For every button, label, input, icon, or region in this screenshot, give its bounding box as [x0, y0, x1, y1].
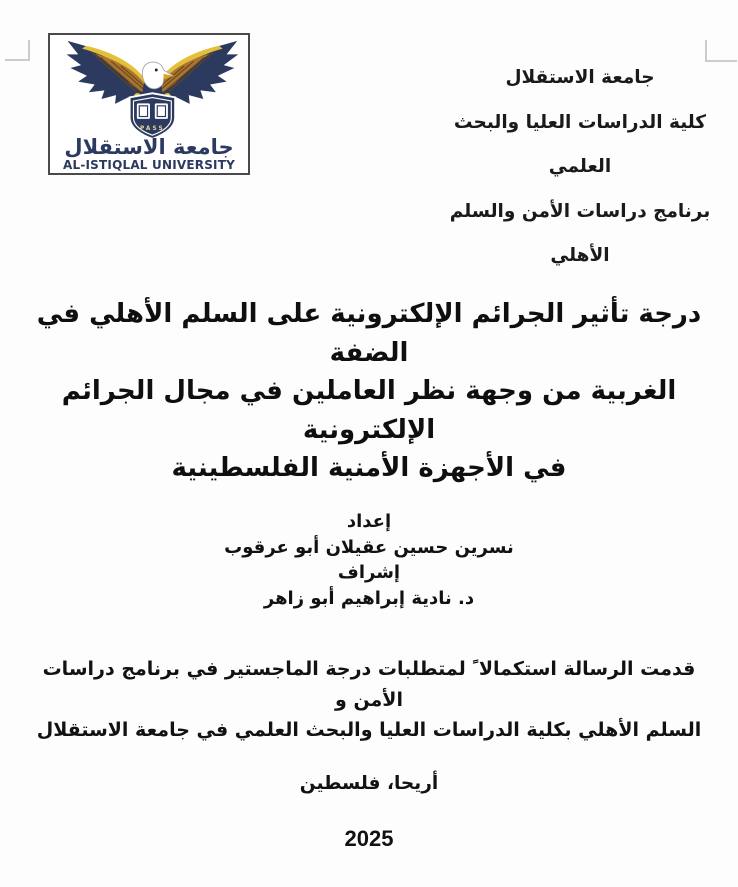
year-line: 2025 — [344, 826, 394, 851]
university-logo — [48, 33, 250, 175]
logo-arabic-name: جامعة الاستقلال — [64, 135, 234, 159]
open-book-icon — [137, 103, 168, 119]
frame-corner-mark-left — [5, 40, 30, 61]
thesis-title — [28, 295, 710, 488]
title-line-2: الغربية من وجهة نظر العاملين في مجال الجرائم الإلكترونية — [61, 376, 677, 445]
title-line-3: في الأجهزة الأمنية الفلسطينية — [171, 453, 567, 483]
byline-section — [0, 509, 738, 611]
shield — [129, 92, 177, 140]
eagle-emblem-icon — [52, 36, 246, 141]
statement-line-1: قدمت الرسالة استكمالا ً لمتطلبات درجة الماجستير في برنامج دراسات الأمن و — [42, 658, 696, 711]
place-line: أريحا، فلسطين — [299, 773, 439, 794]
program-name-line: برنامج دراسات الأمن والسلم الأهلي — [449, 200, 711, 266]
shield-acronym: PASS — [139, 126, 165, 133]
institution-header — [430, 56, 730, 279]
supervisor-name: د. نادية إبراهيم أبو زاهر — [263, 587, 475, 609]
faculty-name-line: كلية الدراسات العليا والبحث العلمي — [453, 111, 707, 177]
author-name: نسرين حسين عقيلان أبو عرقوب — [224, 536, 514, 558]
university-name-line: جامعة الاستقلال — [505, 67, 655, 88]
title-line-1: درجة تأثير الجرائم الإلكترونية على السلم الأهلي في الضفة — [36, 299, 702, 368]
statement-line-2: السلم الأهلي بكلية الدراسات العليا والبحث العلمي في جامعة الاستقلال — [36, 719, 702, 741]
supervision-label: إشراف — [337, 562, 401, 583]
logo-english-name: AL-ISTIQLAL UNIVERSITY — [63, 158, 235, 172]
prepared-by-label: إعداد — [346, 511, 392, 532]
submission-statement — [28, 654, 710, 746]
